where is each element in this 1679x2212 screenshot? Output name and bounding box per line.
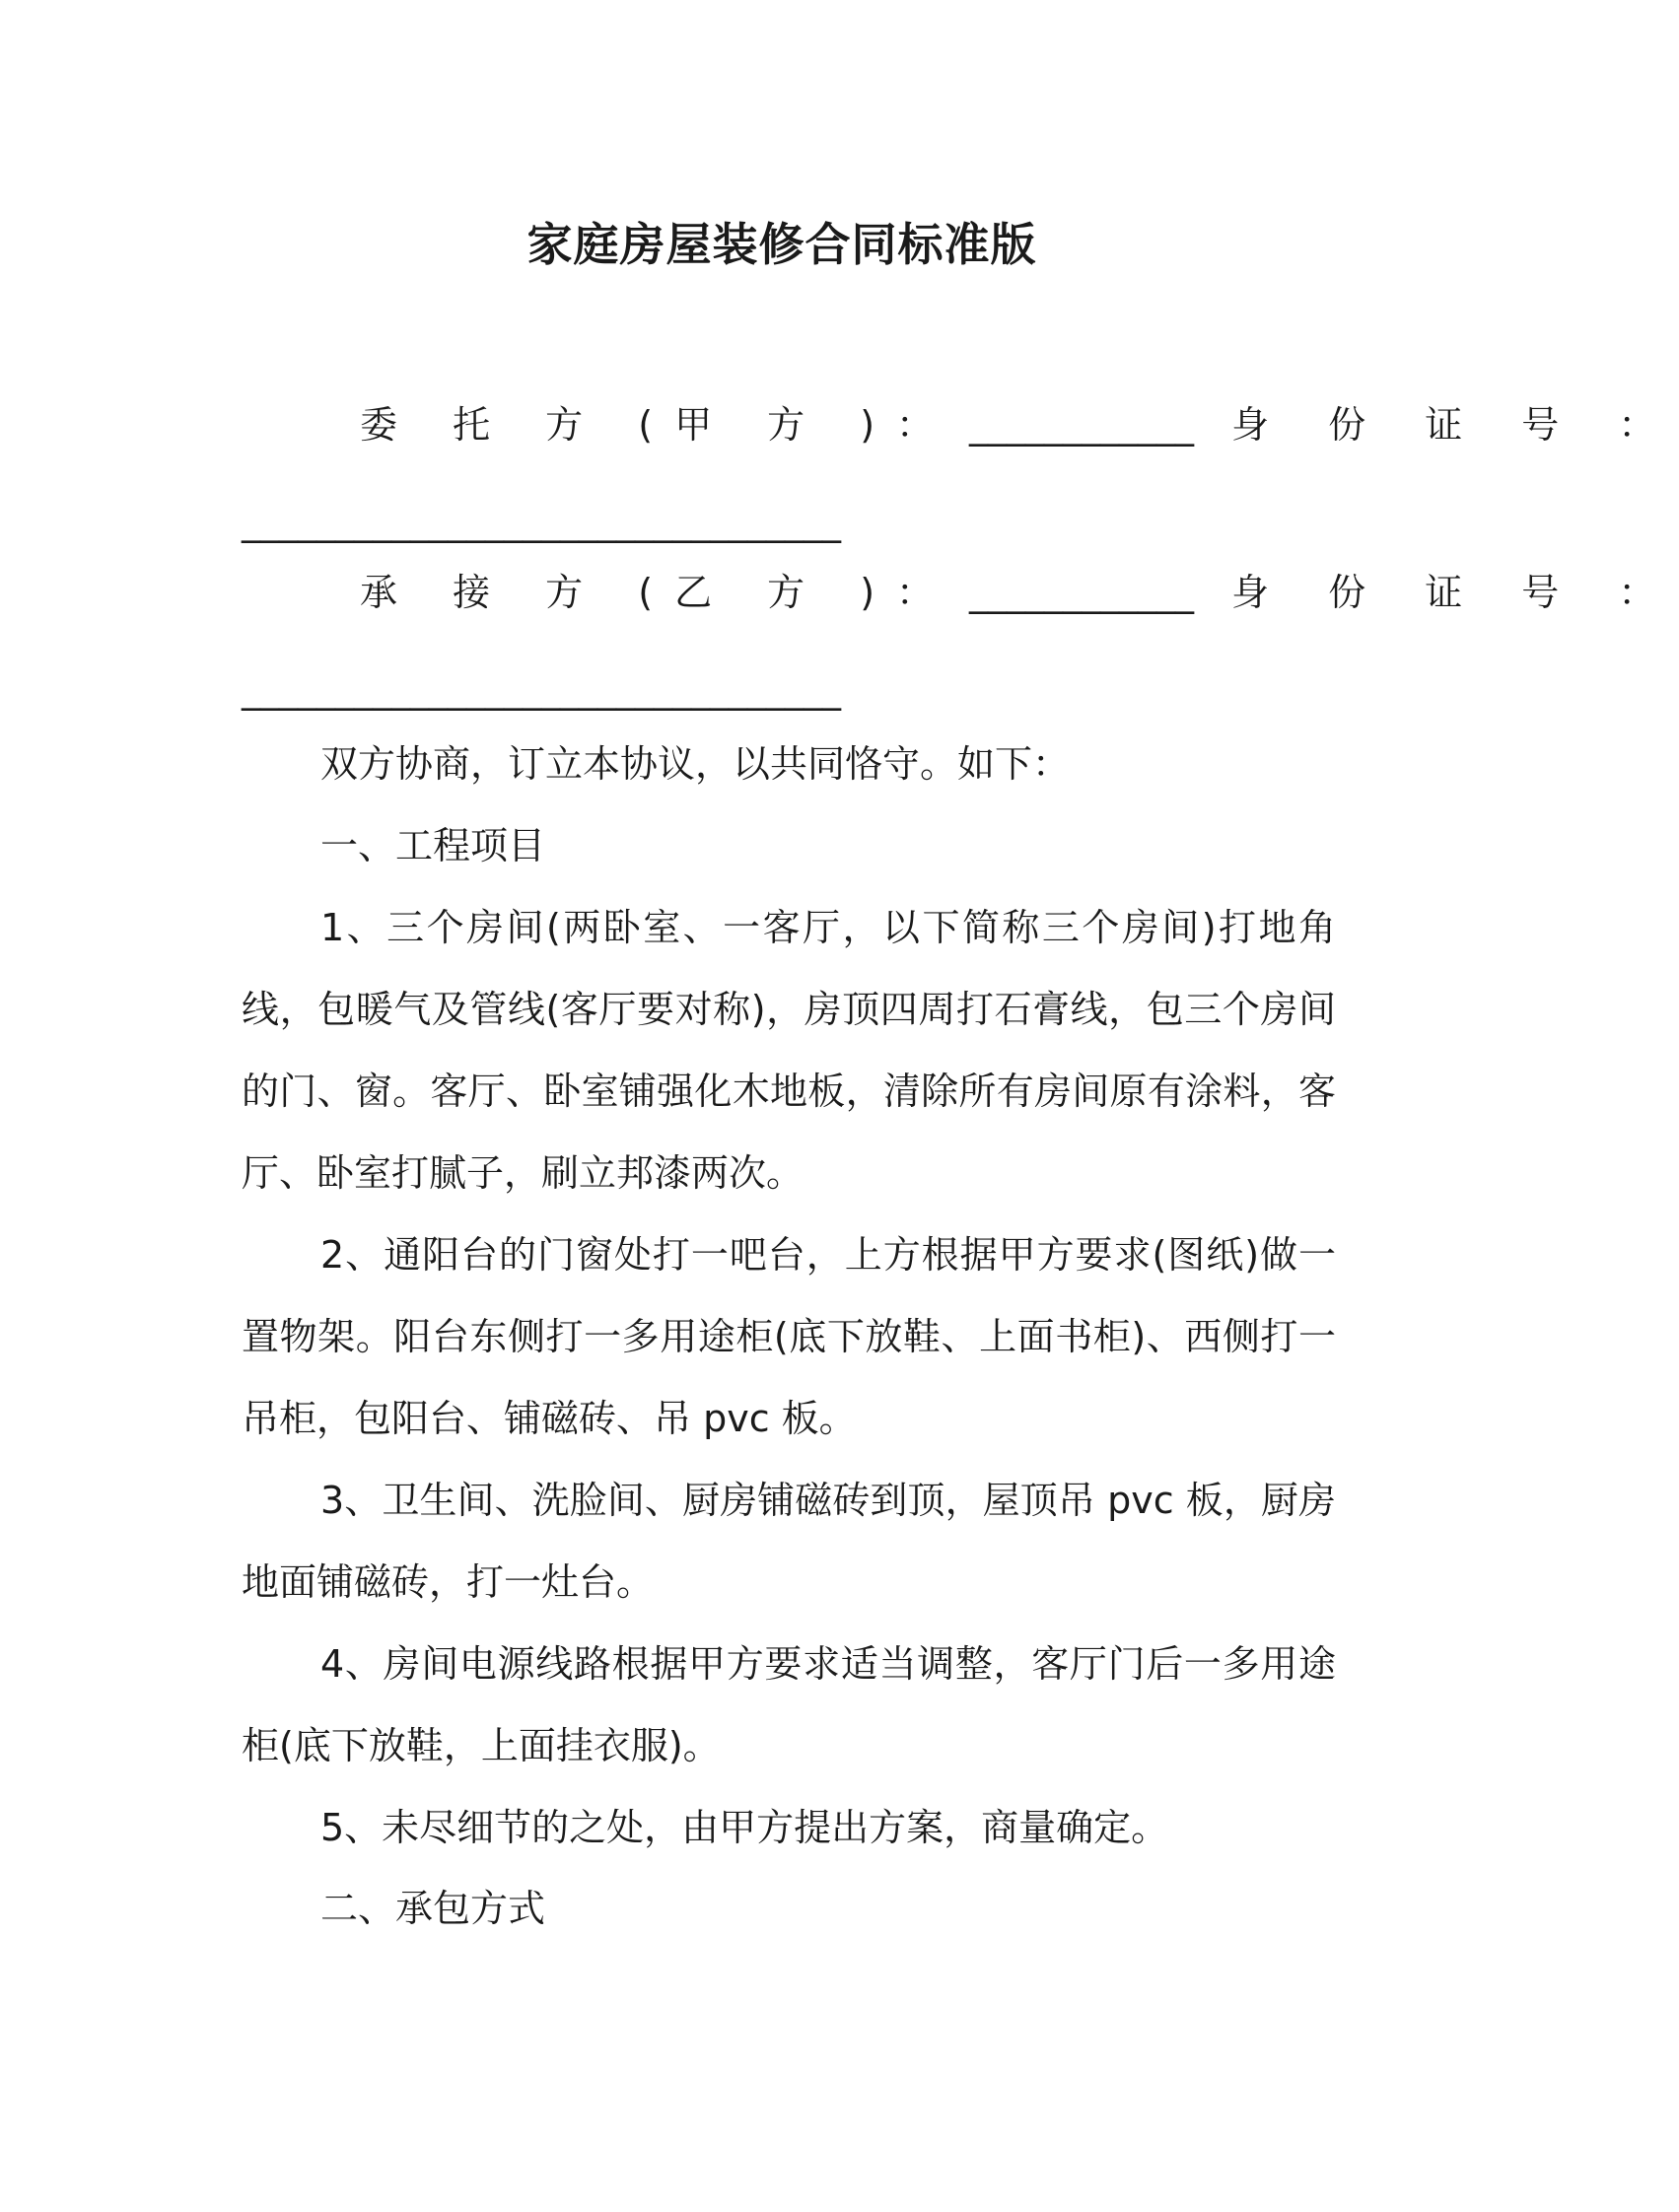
party-a-id-label: 身 份 证 号 ：	[1231, 403, 1679, 447]
document-title: 家庭房屋装修合同标准版	[526, 218, 1037, 271]
party-b-id-label: 身 份 证 号 ：	[1231, 571, 1679, 614]
item-1: 1、三个房间(两卧室、一客厅，以下简称三个房间)打地角线，包暖气及管线(客厅要对称)，房顶四周打石膏线，包三个房间的门、窗。客厅、卧室铺强化木地板，清除所有房间原有涂料，客厅、卧室打腻子，刷立邦漆两次。	[242, 906, 1336, 1195]
section-heading-1: 一、工程项目	[320, 824, 546, 867]
item-2: 2、通阳台的门窗处打一吧台，上方根据甲方要求(图纸)做一置物架。阳台东侧打一多用途柜(底下放鞋、上面书柜)、西侧打一吊柜，包阳台、铺磁砖、吊 pvc 板。	[242, 1233, 1336, 1440]
intro-text: 双方协商，订立本协议，以共同恪守。如下：	[320, 742, 1071, 786]
party-a-label: 委 托 方 (甲 方 )：	[360, 403, 956, 447]
party-a-name-blank: ____________	[969, 403, 1195, 447]
party-b-line	[360, 571, 1679, 614]
item-3: 3、卫生间、洗脸间、厨房铺磁砖到顶，屋顶吊 pvc 板，厨房地面铺磁砖，打一灶台。	[242, 1479, 1336, 1604]
section-heading-2: 二、承包方式	[320, 1887, 546, 1930]
party-a-line	[360, 403, 1679, 447]
party-a-id-blank: ________________________________	[242, 500, 841, 543]
party-b-label: 承 接 方 (乙 方 )：	[360, 571, 956, 614]
item-4: 4、房间电源线路根据甲方要求适当调整，客厅门后一多用途柜(底下放鞋，上面挂衣服)。	[242, 1642, 1336, 1767]
party-b-name-blank: ____________	[969, 571, 1195, 614]
party-b-id-blank: ________________________________	[242, 667, 841, 711]
item-5: 5、未尽细节的之处，由甲方提出方案，商量确定。	[320, 1806, 1169, 1849]
